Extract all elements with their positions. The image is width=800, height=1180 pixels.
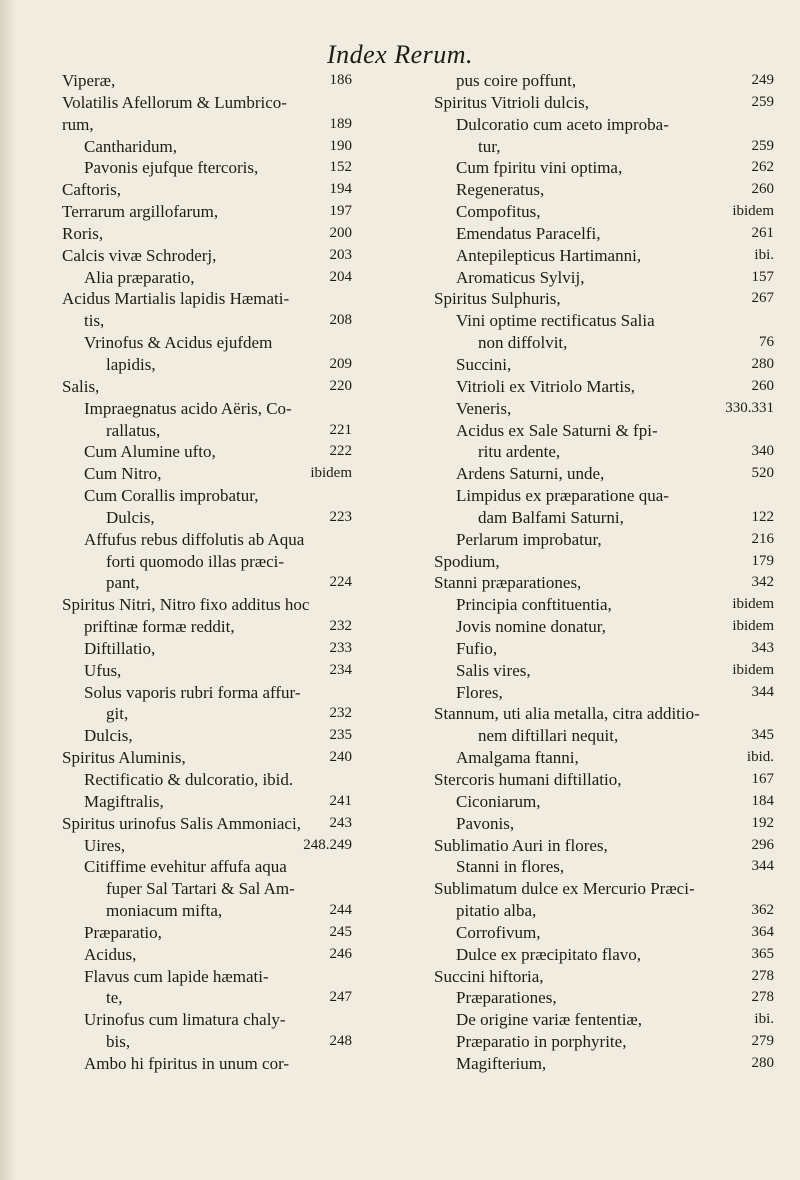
index-entry (62, 485, 402, 507)
entry-text: Volatilis Afellorum & Lumbrico- (62, 92, 287, 112)
entry-text: Ciconiarum, (456, 791, 541, 811)
entry-text: Vitrioli ex Vitriolo Martis, (456, 376, 635, 396)
entry-text: Calcis vivæ Schroderj, (62, 245, 217, 265)
entry-text: Caftoris, (62, 180, 122, 200)
index-entry (62, 944, 402, 966)
index-entry (62, 114, 402, 136)
entry-text: Salis, (62, 376, 100, 396)
page-reference: 280 (751, 1054, 774, 1071)
page-reference: 190 (329, 137, 352, 154)
entry-text: tur, (478, 136, 501, 156)
index-entry (434, 441, 774, 463)
page-reference: 200 (329, 224, 352, 241)
entry-text: Terrarum argillofarum, (62, 202, 219, 222)
entry-text: te, (106, 988, 123, 1008)
entry-text: Succini hiftoria, (434, 966, 544, 986)
index-entry (434, 201, 774, 223)
index-entry (62, 529, 402, 551)
entry-text: Veneris, (456, 398, 512, 418)
page-title: Index Rerum. (326, 40, 474, 69)
index-entry (62, 288, 402, 310)
index-entry (434, 791, 774, 813)
page-reference: 243 (329, 814, 352, 831)
entry-text: fuper Sal Tartari & Sal Am- (106, 879, 295, 899)
page-reference: 233 (329, 639, 352, 656)
entry-text: Pavonis, (456, 813, 515, 833)
page-reference: 344 (751, 858, 774, 875)
entry-text: Spodium, (434, 551, 500, 571)
index-entry (434, 136, 774, 158)
right-column (434, 70, 774, 1075)
page-binding-edge (0, 0, 14, 1180)
entry-text: dam Balfami Saturni, (478, 507, 624, 527)
entry-text: Succini, (456, 354, 512, 374)
entry-text: priftinæ formæ reddit, (84, 617, 235, 637)
page-reference: 261 (751, 224, 774, 241)
left-column (62, 70, 402, 1075)
index-entry (62, 420, 402, 442)
entry-text: Uires, (84, 835, 126, 855)
entry-text: nem diftillari nequit, (478, 726, 619, 746)
page-reference: 260 (751, 181, 774, 198)
index-entry (434, 813, 774, 835)
index-entry (434, 900, 774, 922)
page-reference: 278 (751, 967, 774, 984)
page-reference: 208 (329, 312, 352, 329)
page-reference: 342 (751, 574, 774, 591)
page-reference: 235 (329, 727, 352, 744)
index-entry (434, 245, 774, 267)
entry-text: Cum Corallis improbatur, (84, 486, 259, 506)
index-entry (434, 267, 774, 289)
entry-text: Salis vires, (456, 660, 531, 680)
index-entry (62, 747, 402, 769)
index-entry (434, 638, 774, 660)
entry-text: Pavonis ejufque ftercoris, (84, 158, 259, 178)
index-entry (62, 682, 402, 704)
entry-text: tis, (84, 311, 105, 331)
page-reference: 189 (329, 115, 352, 132)
entry-text: Vrinofus & Acidus ejufdem (84, 333, 273, 353)
entry-text: Solus vaporis rubri forma affur- (84, 682, 301, 702)
page-reference: 157 (751, 268, 774, 285)
index-entry (434, 922, 774, 944)
index-entry (62, 223, 402, 245)
index-entry (434, 944, 774, 966)
index-entry (434, 398, 774, 420)
page-reference: 192 (751, 814, 774, 831)
index-entry (434, 420, 774, 442)
page-reference: 232 (329, 618, 352, 635)
index-entry (62, 922, 402, 944)
index-entry (62, 835, 402, 857)
index-entry (62, 463, 402, 485)
index-entry (62, 638, 402, 660)
entry-text: Acidus, (84, 944, 137, 964)
entry-text: Flavus cum lapide hæmati- (84, 966, 269, 986)
entry-text: rallatus, (106, 420, 161, 440)
entry-text: pitatio alba, (456, 901, 537, 921)
entry-text: Spiritus Sulphuris, (434, 289, 561, 309)
index-entry (62, 660, 402, 682)
page-reference: ibidem (732, 203, 774, 220)
entry-text: Compofitus, (456, 202, 541, 222)
index-entry (434, 551, 774, 573)
index-entry (62, 856, 402, 878)
entry-text: Cum Alumine ufto, (84, 442, 216, 462)
entry-text: moniacum mifta, (106, 901, 223, 921)
index-columns (62, 70, 774, 1075)
entry-text: Diftillatio, (84, 638, 156, 658)
page-reference: 296 (751, 836, 774, 853)
page-reference: ibidem (310, 465, 352, 482)
index-entry (62, 354, 402, 376)
index-entry (434, 987, 774, 1009)
entry-text: Stannum, uti alia metalla, citra additio- (434, 704, 700, 724)
index-entry (62, 987, 402, 1009)
index-entry (62, 157, 402, 179)
entry-text: git, (106, 704, 129, 724)
entry-text: Aromaticus Sylvij, (456, 267, 585, 287)
entry-text: pus coire poffunt, (456, 71, 577, 90)
index-entry (62, 769, 402, 791)
index-entry (434, 354, 774, 376)
entry-text: Acidus Martialis lapidis Hæmati- (62, 289, 290, 309)
entry-text: Amalgama ftanni, (456, 748, 579, 768)
entry-text: Roris, (62, 223, 104, 243)
page-reference: 344 (751, 683, 774, 700)
entry-text: Magifterium, (456, 1053, 547, 1073)
index-entry (62, 1053, 402, 1075)
index-entry (434, 223, 774, 245)
entry-text: Fufio, (456, 638, 498, 658)
index-entry (62, 267, 402, 289)
entry-text: Vini optime rectificatus Salia (456, 311, 655, 331)
entry-text: Ambo hi fpiritus in unum cor- (84, 1053, 290, 1073)
index-entry (62, 507, 402, 529)
index-entry (434, 507, 774, 529)
page-reference: ibi. (754, 246, 774, 263)
page-reference: 209 (329, 355, 352, 372)
page-reference: 179 (751, 552, 774, 569)
index-entry (62, 900, 402, 922)
page-reference: 244 (329, 902, 352, 919)
page-reference: ibidem (732, 661, 774, 678)
index-entry (434, 703, 774, 725)
entry-text: Dulce ex præcipitato flavo, (456, 944, 642, 964)
index-entry (434, 660, 774, 682)
page-reference: 220 (329, 377, 352, 394)
entry-text: Præparatio, (84, 922, 162, 942)
page-reference: 330.331 (725, 399, 774, 416)
page-reference: 249 (751, 72, 774, 88)
entry-text: Cum Nitro, (84, 464, 162, 484)
entry-text: ritu ardente, (478, 442, 561, 462)
page-reference: 262 (751, 159, 774, 176)
index-entry (434, 310, 774, 332)
page-reference: 197 (329, 203, 352, 220)
page-reference: 520 (751, 465, 774, 482)
index-entry (434, 179, 774, 201)
entry-text: Urinofus cum limatura chaly- (84, 1010, 286, 1030)
page-reference: 204 (329, 268, 352, 285)
index-entry (62, 725, 402, 747)
page-reference: 241 (329, 792, 352, 809)
entry-text: forti quomodo illas præci- (106, 551, 285, 571)
page-reference: 232 (329, 705, 352, 722)
index-entry (62, 703, 402, 725)
entry-text: Dulcis, (106, 507, 155, 527)
page-reference: 222 (329, 443, 352, 460)
index-entry (62, 441, 402, 463)
index-entry (434, 463, 774, 485)
entry-text: Emendatus Paracelfi, (456, 223, 601, 243)
entry-text: Citiffime evehitur affufa aqua (84, 857, 287, 877)
entry-text: Spiritus Vitrioli dulcis, (434, 92, 589, 112)
entry-text: Affufus rebus diffolutis ab Aqua (84, 529, 305, 549)
index-entry (434, 856, 774, 878)
page-reference: 224 (329, 574, 352, 591)
page-reference: 223 (329, 508, 352, 525)
entry-text: Antepilepticus Hartimanni, (456, 245, 642, 265)
page-reference: 260 (751, 377, 774, 394)
index-entry (62, 1009, 402, 1031)
index-entry (434, 725, 774, 747)
entry-text: De origine variæ fententiæ, (456, 1010, 643, 1030)
page-reference: 246 (329, 945, 352, 962)
index-entry (62, 376, 402, 398)
page-reference: 247 (329, 989, 352, 1006)
index-entry (434, 1009, 774, 1031)
page-reference: 76 (759, 334, 774, 351)
entry-text: Alia præparatio, (84, 267, 195, 287)
page-reference: 167 (751, 771, 774, 787)
entry-text: Jovis nomine donatur, (456, 617, 606, 637)
page-reference: 278 (751, 989, 774, 1006)
index-entry (62, 878, 402, 900)
entry-text: Regeneratus, (456, 180, 545, 200)
page-reference: ibid. (746, 749, 774, 766)
index-entry (62, 791, 402, 813)
index-entry (62, 92, 402, 114)
index-entry (434, 682, 774, 704)
entry-text: Limpidus ex præparatione qua- (456, 486, 669, 506)
index-entry (434, 332, 774, 354)
index-entry (62, 594, 402, 616)
page-reference: 194 (329, 181, 352, 198)
entry-text: Impraegnatus acido Aëris, Co- (84, 398, 292, 418)
index-entry (434, 288, 774, 310)
index-entry (62, 398, 402, 420)
entry-text: Ufus, (84, 660, 122, 680)
index-entry (434, 1053, 774, 1075)
page-reference: ibidem (732, 618, 774, 635)
page-reference: 216 (751, 530, 774, 547)
page-reference: 364 (751, 923, 774, 940)
page-reference: 345 (751, 727, 774, 744)
page-reference: 245 (329, 923, 352, 940)
index-entry (62, 966, 402, 988)
entry-text: Præparatio in porphyrite, (456, 1032, 627, 1052)
index-entry (434, 529, 774, 551)
index-entry (434, 594, 774, 616)
index-entry (434, 70, 774, 92)
entry-text: Magiftralis, (84, 791, 164, 811)
entry-text: Acidus ex Sale Saturni & fpi- (456, 420, 658, 440)
page-reference: 259 (751, 93, 774, 110)
page-reference: 343 (751, 639, 774, 656)
page-reference: 221 (329, 421, 352, 438)
index-entry (434, 769, 774, 791)
index-entry (62, 201, 402, 223)
entry-text: Stanni in flores, (456, 857, 565, 877)
entry-text: Sublimatum dulce ex Mercurio Præci- (434, 879, 695, 899)
entry-text: Spiritus urinofus Salis Ammoniaci, (62, 813, 301, 833)
page-reference: ibidem (732, 596, 774, 613)
entry-text: Stanni præparationes, (434, 573, 582, 593)
index-entry (434, 114, 774, 136)
entry-text: Perlarum improbatur, (456, 529, 602, 549)
page-reference: 365 (751, 945, 774, 962)
page-reference: 240 (329, 749, 352, 766)
entry-text: Viperæ, (62, 71, 116, 90)
entry-text: non diffolvit, (478, 333, 568, 353)
page-reference: 234 (329, 661, 352, 678)
entry-text: Dulcis, (84, 726, 133, 746)
entry-text: Dulcoratio cum aceto improba- (456, 114, 669, 134)
page-reference: 186 (329, 72, 352, 88)
entry-text: pant, (106, 573, 140, 593)
page-reference: 259 (751, 137, 774, 154)
index-entry (62, 245, 402, 267)
index-entry (62, 813, 402, 835)
entry-text: Spiritus Nitri, Nitro fixo additus hoc (62, 595, 310, 615)
index-entry (434, 157, 774, 179)
page-reference: 279 (751, 1033, 774, 1050)
entry-text: Stercoris humani diftillatio, (434, 770, 622, 789)
index-entry (62, 136, 402, 158)
index-entry (434, 747, 774, 769)
index-entry (434, 376, 774, 398)
index-entry (62, 616, 402, 638)
index-entry (62, 310, 402, 332)
page-reference: 248.249 (303, 836, 352, 853)
entry-text: Sublimatio Auri in flores, (434, 835, 608, 855)
page-reference: 280 (751, 355, 774, 372)
index-entry (434, 878, 774, 900)
entry-text: Cum fpiritu vini optima, (456, 158, 623, 178)
index-entry (62, 1031, 402, 1053)
index-entry (62, 179, 402, 201)
index-entry (434, 835, 774, 857)
index-entry (434, 92, 774, 114)
index-entry (62, 332, 402, 354)
index-entry (434, 572, 774, 594)
page-reference: 362 (751, 902, 774, 919)
page-reference: 184 (751, 792, 774, 809)
entry-text: Spiritus Aluminis, (62, 748, 186, 768)
entry-text: Corrofivum, (456, 922, 541, 942)
entry-text: Principia conftituentia, (456, 595, 612, 615)
index-entry (62, 551, 402, 573)
entry-text: rum, (62, 114, 94, 134)
index-entry (62, 572, 402, 594)
entry-text: Ardens Saturni, unde, (456, 464, 605, 484)
entry-text: Rectificatio & dulcoratio, ibid. (84, 770, 294, 789)
entry-text: Flores, (456, 682, 503, 702)
page-reference: 152 (329, 159, 352, 176)
page-reference: 122 (751, 508, 774, 525)
index-entry (62, 70, 402, 92)
page-reference: 340 (751, 443, 774, 460)
index-entry (434, 1031, 774, 1053)
index-entry (434, 966, 774, 988)
entry-text: lapidis, (106, 354, 156, 374)
page-reference: 203 (329, 246, 352, 263)
entry-text: Cantharidum, (84, 136, 178, 156)
index-entry (434, 616, 774, 638)
entry-text: bis, (106, 1032, 131, 1052)
entry-text: Præparationes, (456, 988, 557, 1008)
page-reference: ibi. (754, 1011, 774, 1028)
page-reference: 248 (329, 1033, 352, 1050)
page-reference: 267 (751, 290, 774, 307)
index-entry (434, 485, 774, 507)
